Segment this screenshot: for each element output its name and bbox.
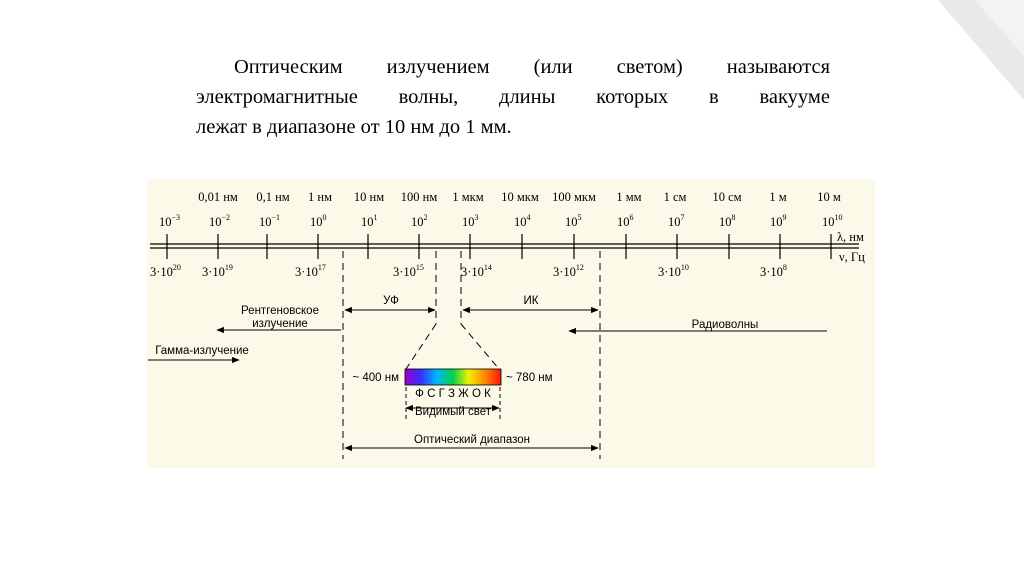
wl-power: $10^5$ [565, 213, 582, 229]
freq-label: $3\cdot 10^{14}$ [461, 263, 492, 279]
wl-label: 1 нм [308, 190, 332, 204]
wl-power: $10^{-3}$ [159, 213, 181, 229]
wl-power: $10^9$ [770, 213, 787, 229]
visible-left-label: ~ 400 нм [352, 372, 399, 384]
electromagnetic-spectrum-diagram [147, 179, 875, 468]
lambda-axis-label: λ, нм [837, 230, 864, 244]
paragraph-line-1: Оптическим излучением (или светом) называются [234, 56, 830, 78]
wl-label: 1 м [769, 190, 787, 204]
wl-power: $10^{10}$ [822, 213, 843, 229]
ir-label: ИК [523, 295, 539, 307]
frequency-axis-label: ν, Гц [839, 250, 865, 264]
visible-light-caption: Видимый свет [414, 406, 492, 418]
radio-label: Радиоволны [691, 319, 759, 331]
freq-label: $3\cdot 10^8$ [760, 263, 787, 279]
paragraph-line-3: лежат в диапазоне от 10 нм до 1 мм. [196, 116, 512, 138]
paragraph-line-2: электромагнитные волны, длины которых в вакууме [196, 86, 830, 108]
freq-label: $3\cdot 10^{17}$ [295, 263, 326, 279]
wavelength-power-labels [159, 213, 843, 229]
frequency-labels [150, 263, 787, 279]
wl-label: 10 нм [353, 190, 385, 204]
optical-range-label: Оптический диапазон [414, 434, 530, 446]
freq-label: $3\cdot 10^{10}$ [658, 263, 689, 279]
wl-label: 100 мкм [552, 190, 596, 204]
freq-label: $3\cdot 10^{19}$ [202, 263, 233, 279]
wl-power: $10^0$ [310, 213, 327, 229]
xray-label-line1: Рентгеновское [241, 305, 319, 317]
wl-label: 10 см [712, 190, 742, 204]
region-boundaries [343, 251, 600, 459]
wl-power: $10^6$ [617, 213, 634, 229]
wl-label: 1 мм [616, 190, 642, 204]
freq-label: $3\cdot 10^{12}$ [553, 263, 584, 279]
wl-power: $10^7$ [668, 213, 685, 229]
wl-label: 10 мкм [501, 190, 539, 204]
visible-right-label: ~ 780 нм [506, 372, 553, 384]
wl-power: $10^{-1}$ [259, 213, 281, 229]
wl-power: $10^4$ [514, 213, 531, 229]
definition-paragraph [196, 52, 830, 142]
wavelength-name-labels [198, 190, 841, 204]
uv-label: УФ [383, 295, 399, 307]
wl-label: 1 см [663, 190, 687, 204]
freq-label: $3\cdot 10^{15}$ [393, 263, 424, 279]
wl-power: $10^2$ [411, 213, 428, 229]
gamma-label: Гамма-излучение [155, 345, 249, 357]
wl-label: 1 мкм [452, 190, 484, 204]
wl-power: $10^8$ [719, 213, 736, 229]
color-letters: Ф С Г З Ж О К [415, 388, 491, 400]
spectrum-axis [150, 234, 859, 259]
wl-power: $10^{-2}$ [209, 213, 231, 229]
visible-spectrum-bar [405, 369, 501, 385]
xray-label-line2: излучение [252, 318, 308, 330]
wl-label: 100 нм [400, 190, 438, 204]
wl-power: $10^3$ [462, 213, 479, 229]
wl-label: 0,1 нм [256, 190, 290, 204]
wl-label: 10 м [817, 190, 841, 204]
wl-label: 0,01 нм [198, 190, 238, 204]
wl-power: $10^1$ [361, 213, 378, 229]
freq-label: $3\cdot 10^{20}$ [150, 263, 181, 279]
